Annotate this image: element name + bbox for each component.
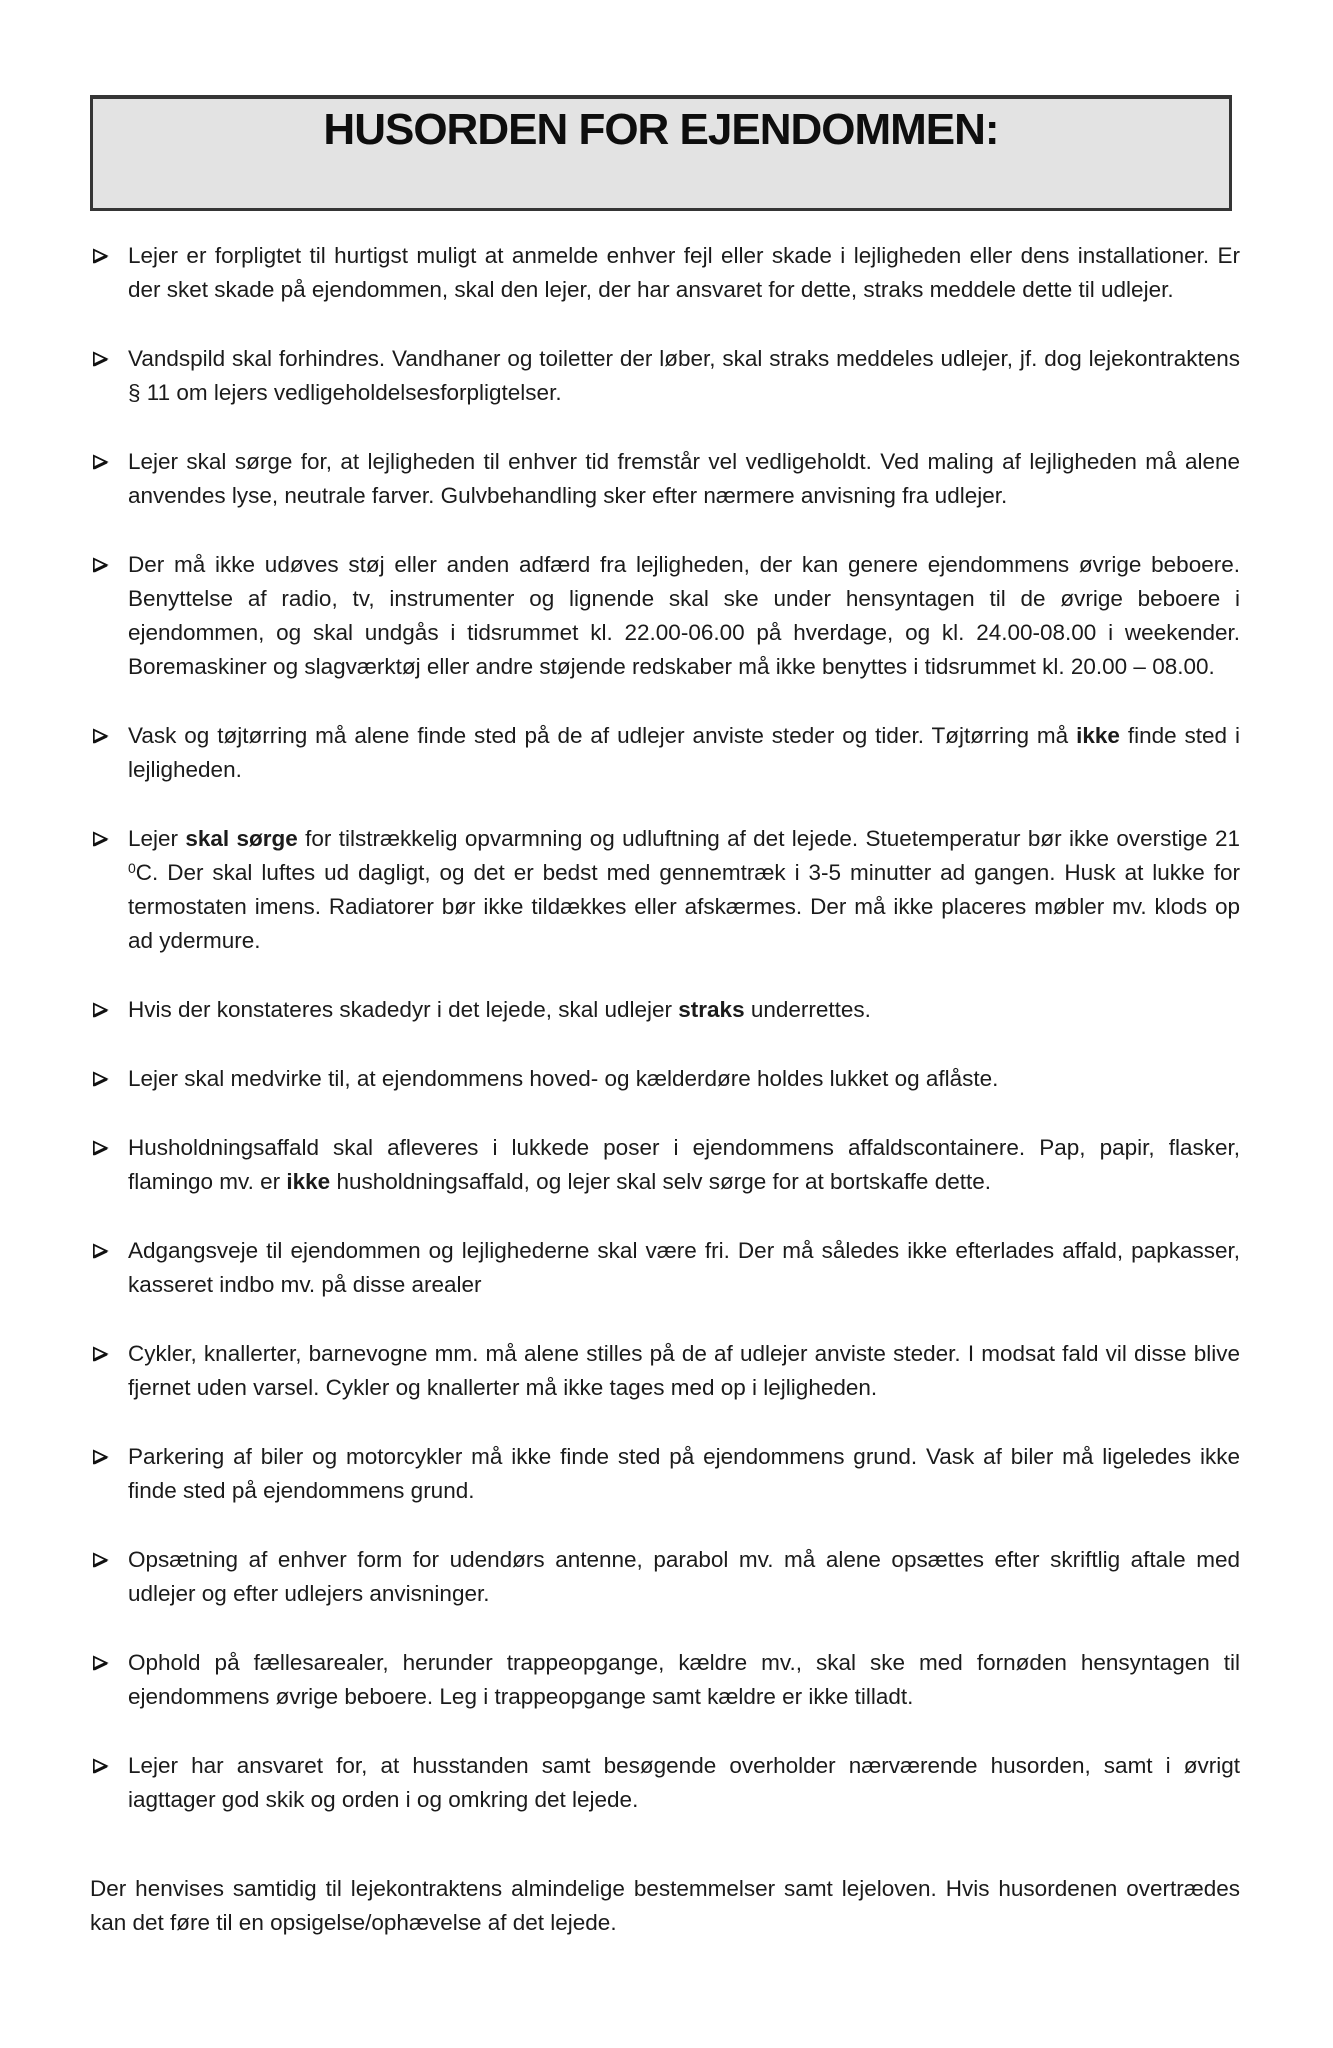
rule-item [90, 342, 1240, 410]
rule-text-span: Vandspild skal forhindres. Vandhaner og toiletter der løber, skal straks meddeles udlejer, jf. dog lejekontraktens § 11 om lejers vedligeholdelsesforpligtelser. [128, 346, 1240, 405]
rule-item [90, 239, 1240, 307]
rule-text-bold: ikke [1076, 723, 1120, 748]
rule-text-span: Lejer skal sørge for, at lejligheden til enhver tid fremstår vel vedligeholdt. Ved maling af lejligheden må alene anvendes lyse, neutrale farver. Gulvbehandling sker efter nærmere anvisning fra udlejer. [128, 449, 1240, 508]
document-content [90, 0, 1240, 1940]
arrowhead-right-bullet-icon [91, 829, 110, 849]
arrowhead-right-bullet-icon [91, 726, 110, 746]
rule-item [90, 993, 1240, 1027]
title-box [90, 95, 1232, 211]
rule-text-superscript: 0 [128, 860, 136, 876]
arrowhead-right-bullet-icon [91, 1756, 110, 1776]
rule-text [128, 723, 1240, 782]
rule-item [90, 719, 1240, 787]
arrowhead-right-bullet-icon [91, 555, 110, 575]
rule-text-span: Lejer skal medvirke til, at ejendommens hoved- og kælderdøre holdes lukket og aflåste. [128, 1066, 999, 1091]
rule-item [90, 1337, 1240, 1405]
rule-text [128, 1547, 1240, 1606]
arrowhead-right-bullet-icon [91, 1241, 110, 1261]
rule-item [90, 548, 1240, 684]
arrowhead-right-bullet-icon [91, 349, 110, 369]
rule-text-span: Hvis der konstateres skadedyr i det lejede, skal udlejer [128, 997, 679, 1022]
rule-item [90, 1440, 1240, 1508]
house-rules-list [90, 239, 1240, 1817]
rule-text [128, 997, 871, 1022]
rule-text-span: husholdningsaffald, og lejer skal selv sørge for at bortskaffe dette. [330, 1169, 991, 1194]
rule-text-span: Cykler, knallerter, barnevogne mm. må alene stilles på de af udlejer anviste steder. I modsat fald vil disse blive fjernet uden varsel. Cykler og knallerter må ikke tages med op i lejligheden. [128, 1341, 1240, 1400]
rule-item [90, 1749, 1240, 1817]
rule-item [90, 445, 1240, 513]
arrowhead-right-bullet-icon [91, 1550, 110, 1570]
rule-text [128, 1341, 1240, 1400]
rule-text [128, 1238, 1240, 1297]
rule-text-span: Ophold på fællesarealer, herunder trappeopgange, kældre mv., skal ske med fornøden hensyntagen til ejendommens øvrige beboere. Leg i trappeopgange samt kældre er ikke tilladt. [128, 1650, 1240, 1709]
arrowhead-right-bullet-icon [91, 1138, 110, 1158]
rule-text [128, 826, 1240, 953]
rule-text-span: Adgangsveje til ejendommen og lejlighederne skal være fri. Der må således ikke efterlades affald, papkasser, kasseret indbo mv. på disse arealer [128, 1238, 1240, 1297]
rule-text [128, 552, 1240, 679]
rule-text [128, 1650, 1240, 1709]
rule-text [128, 1066, 998, 1091]
rule-item [90, 1543, 1240, 1611]
page-title: HUSORDEN FOR EJENDOMMEN: [323, 105, 999, 154]
rule-item [90, 822, 1240, 958]
rule-text-span: Opsætning af enhver form for udendørs antenne, parabol mv. må alene opsættes efter skriftlig aftale med udlejer og efter udlejers anvisninger. [128, 1547, 1240, 1606]
arrowhead-right-bullet-icon [91, 452, 110, 472]
arrowhead-right-bullet-icon [91, 1069, 110, 1089]
arrowhead-right-bullet-icon [91, 1653, 110, 1673]
rule-item [90, 1646, 1240, 1714]
rule-text-span: for tilstrækkelig opvarmning og udluftning af det lejede. Stuetemperatur bør ikke overstige 21 [297, 826, 1240, 851]
rule-text-span: C. Der skal luftes ud dagligt, og det er bedst med gennemtræk i 3-5 minutter ad gangen. Husk at lukke for termostaten imens. Radiatorer bør ikke tildækkes eller afskærmes. Der må ikke placeres møbler mv. klods op ad ydermure. [128, 860, 1240, 953]
rule-text [128, 1444, 1240, 1503]
rule-text [128, 243, 1240, 302]
rule-text [128, 449, 1240, 508]
rule-text-span: Husholdningsaffald skal afleveres i lukkede poser i ejendommens affaldscontainere. Pap, papir, flasker, flamingo mv. er [128, 1135, 1240, 1194]
arrowhead-right-bullet-icon [91, 246, 110, 266]
arrowhead-right-bullet-icon [91, 1000, 110, 1020]
rule-text-span: Lejer [128, 826, 186, 851]
rule-text [128, 1135, 1240, 1194]
arrowhead-right-bullet-icon [91, 1344, 110, 1364]
rule-text-span: Parkering af biler og motorcykler må ikke finde sted på ejendommens grund. Vask af biler må ligeledes ikke finde sted på ejendommens grund. [128, 1444, 1240, 1503]
rule-text-bold: straks [678, 997, 745, 1022]
rule-item [90, 1234, 1240, 1302]
rule-text-span: Vask og tøjtørring må alene finde sted på de af udlejer anviste steder og tider. Tøjtørring må [128, 723, 1077, 748]
rule-text-span: Lejer er forpligtet til hurtigst muligt at anmelde enhver fejl eller skade i lejligheden eller dens installationer. Er der sket skade på ejendommen, skal den lejer, der har ansvaret for dette, straks meddele dette til udlejer. [128, 243, 1240, 302]
rule-text-bold: ikke [286, 1169, 331, 1194]
rule-item [90, 1131, 1240, 1199]
rule-text-span: underrettes. [744, 997, 871, 1022]
rule-text-span: finde sted i lejligheden. [128, 723, 1240, 782]
rule-text [128, 346, 1240, 405]
closing-paragraph: Der henvises samtidig til lejekontraktens almindelige bestemmelser samt lejeloven. Hvis husordenen overtrædes kan det føre til en opsigelse/ophævelse af det lejede. [90, 1876, 1240, 1935]
rule-text-span: Lejer har ansvaret for, at husstanden samt besøgende overholder nærværende husorden, samt i øvrigt iagttager god skik og orden i og omkring det lejede. [128, 1753, 1240, 1812]
rule-text [128, 1753, 1240, 1812]
rule-text-bold: skal sørge [185, 826, 298, 851]
rule-item [90, 1062, 1240, 1096]
rule-text-span: Der må ikke udøves støj eller anden adfærd fra lejligheden, der kan genere ejendommens øvrige beboere. Benyttelse af radio, tv, instrumenter og lignende skal ske under hensyntagen til de øvrige beboere i ejendommen, og skal undgås i tidsrummet kl. 22.00-06.00 på hverdage, og kl. 24.00-08.00 i weekender. Boremaskiner og slagværktøj eller andre støjende redskaber må ikke benyttes i tidsrummet kl. 20.00 – 08.00. [128, 552, 1240, 679]
arrowhead-right-bullet-icon [91, 1447, 110, 1467]
